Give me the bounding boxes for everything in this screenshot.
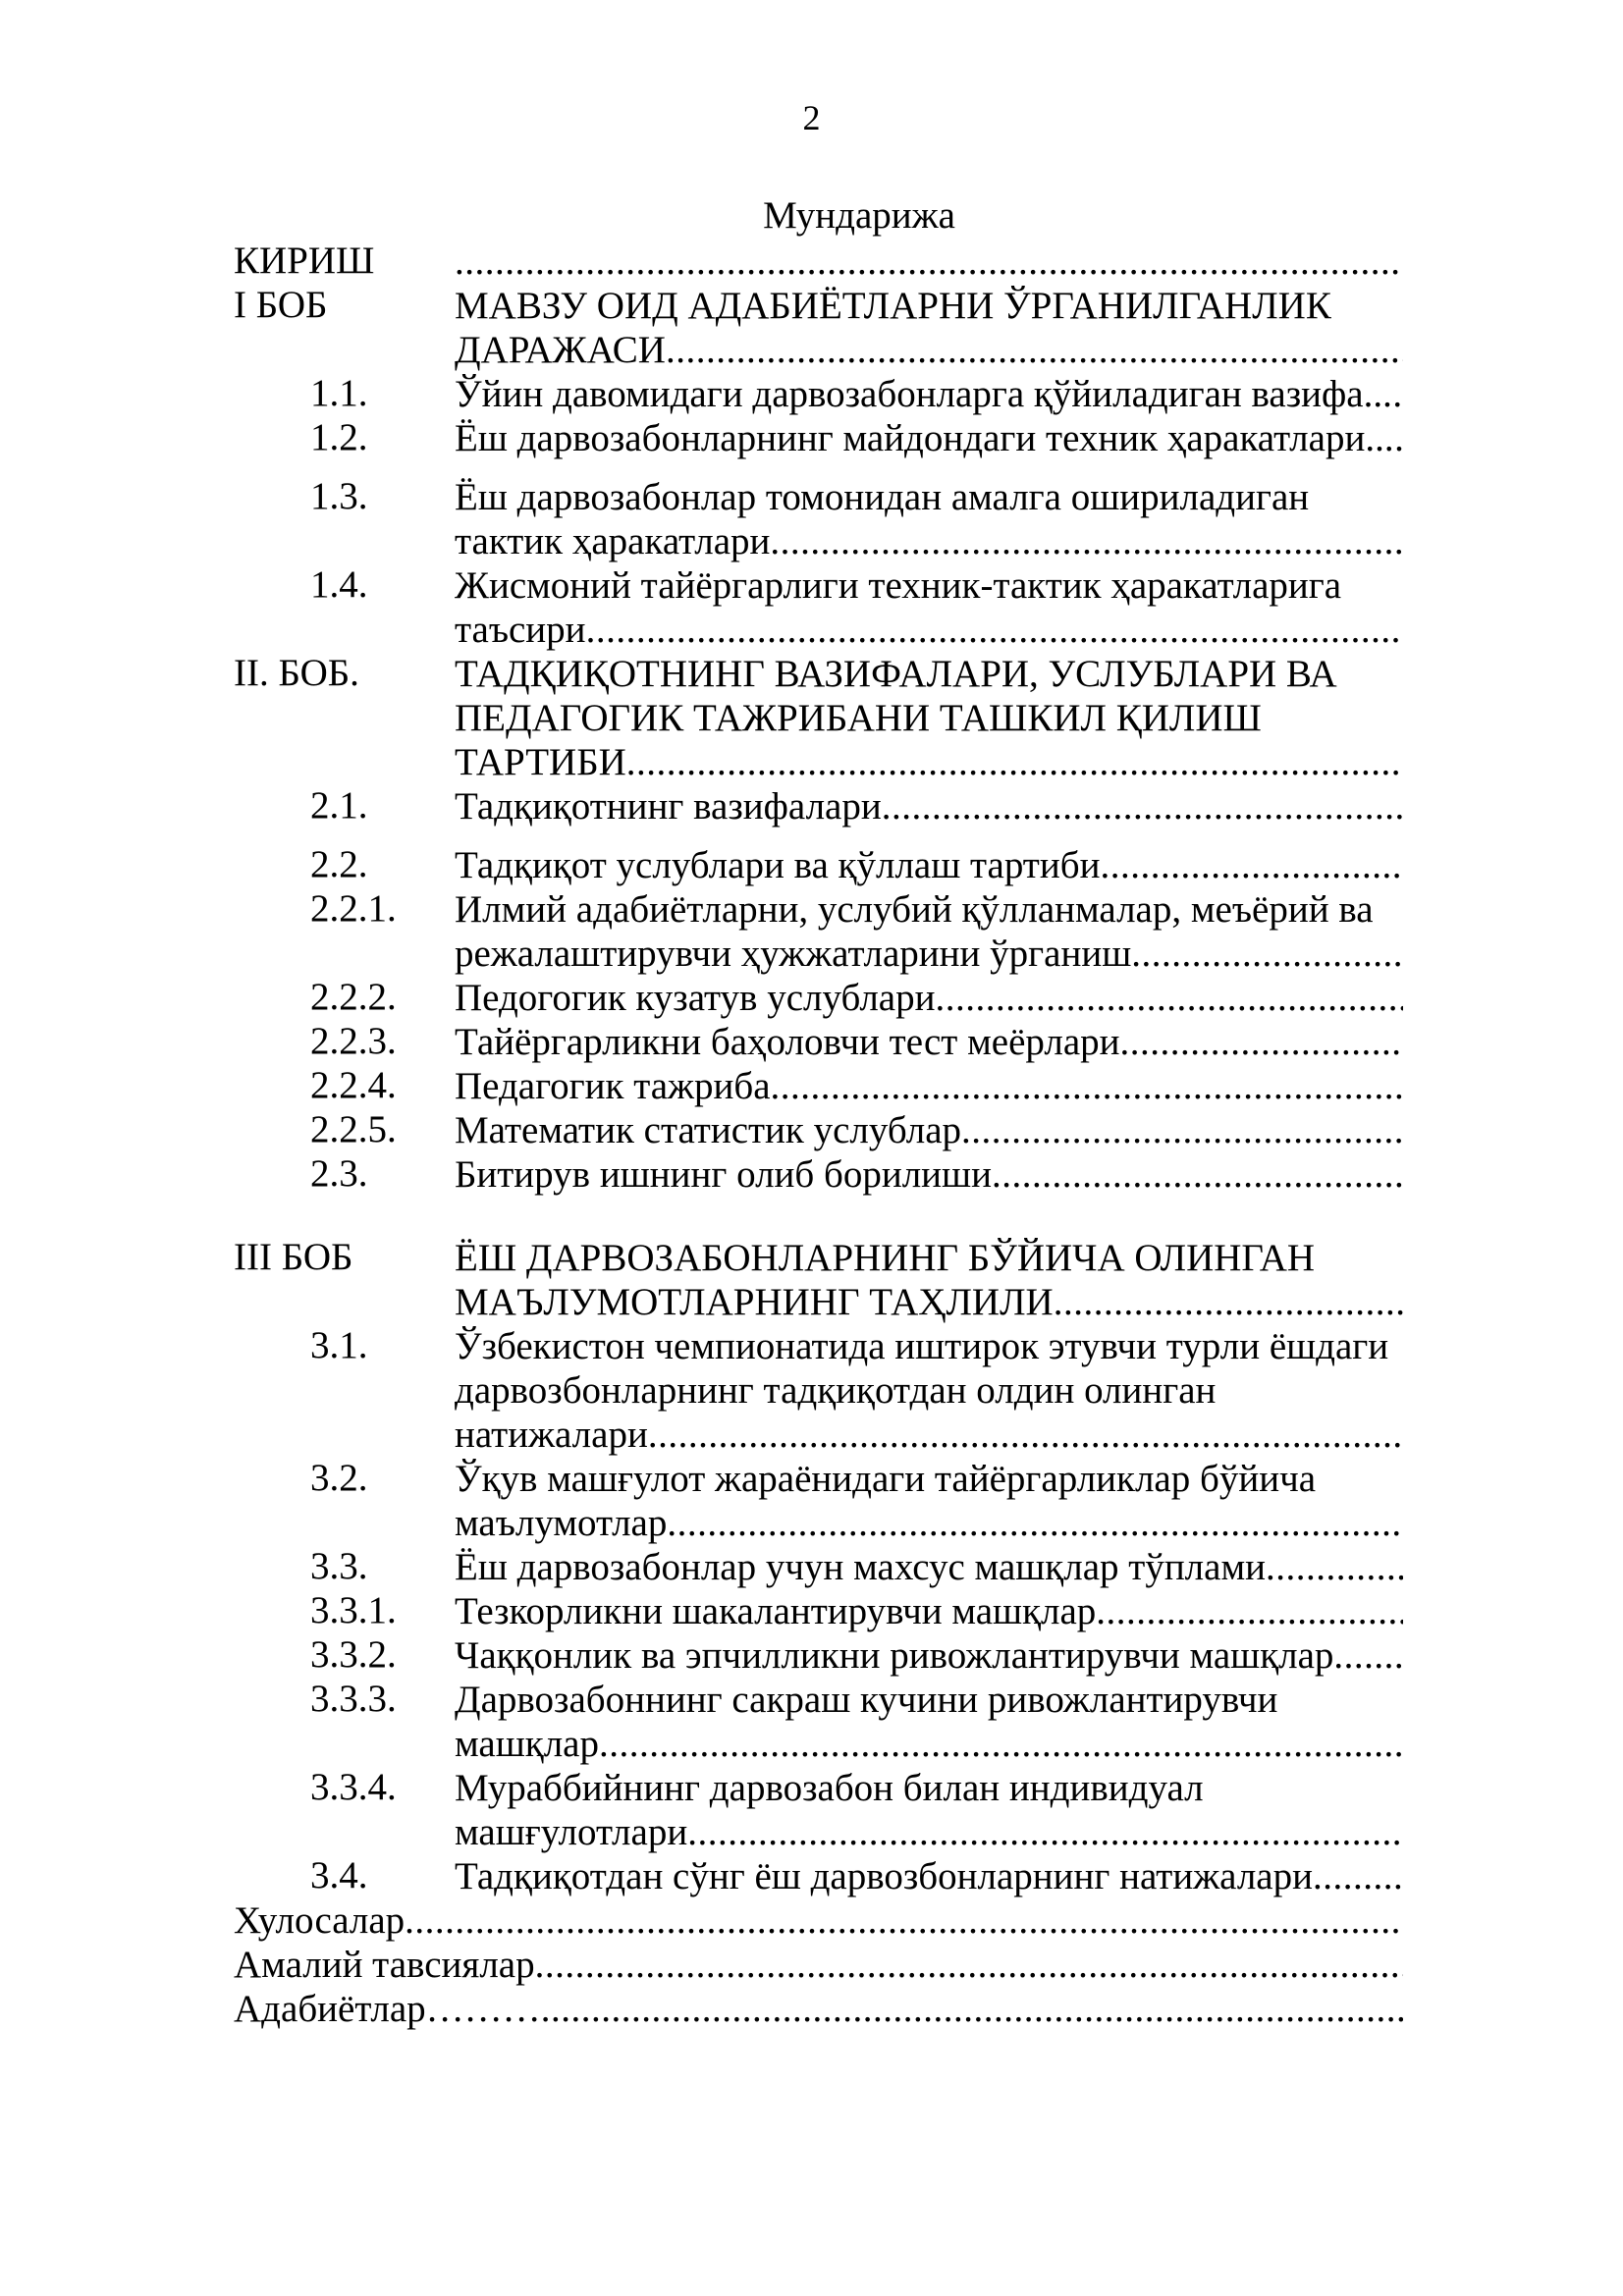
dot-leader (1333, 1633, 1403, 1678)
toc-entry-title (455, 843, 1403, 887)
toc-entry-number: II. БОБ. (234, 652, 359, 694)
toc-entry-number: 3.3.4. (310, 1766, 397, 1808)
toc-entry-number: 2.3. (310, 1152, 368, 1195)
dot-leader (666, 328, 1403, 372)
toc-entry-line (234, 1898, 1403, 1943)
toc-entry-line-text: ПЕДАГОГИК ТАЖРИБАНИ ТАШКИЛ ҚИЛИШ (455, 697, 1262, 739)
toc-entry-line-text: Ёш дарвозабонларнинг майдондаги техник ҳаракатлари.. (455, 417, 1384, 459)
toc-entry-line (455, 784, 1403, 828)
toc-entry-title (455, 652, 1403, 784)
toc-entry-line (455, 1545, 1403, 1589)
page-number: 2 (802, 98, 821, 137)
dot-leader (648, 1413, 1403, 1457)
toc-entry-line (455, 416, 1403, 460)
dot-leader (541, 1987, 1403, 2031)
toc-entry-line-text: тактик ҳаракатлари (455, 520, 771, 562)
toc-entry-line-text: МАВЗУ ОИД АДАБИЁТЛАРНИ ЎРГАНИЛГАНЛИК (455, 285, 1331, 327)
toc-entry-line-text: Ўйин давомидаги дарвозабонларга қўйиладиган вазифа.. (455, 373, 1383, 415)
toc-entry-number: 3.3. (310, 1545, 368, 1587)
toc-entry-line (455, 1810, 1403, 1854)
toc-entry-line-text: Педагогик тажриба (455, 1065, 771, 1107)
dot-leader (961, 1108, 1403, 1152)
toc-entry-number: 3.3.2. (310, 1633, 397, 1676)
toc-entry-line-text: Тайёргарликни баҳоловчи тест меёрлари (455, 1021, 1120, 1063)
toc-entry-number: 2.2.1. (310, 887, 397, 930)
dot-leader (535, 1943, 1403, 1987)
toc-entry-line (455, 1854, 1403, 1898)
toc-entry-line-text: ДАРАЖАСИ (455, 329, 666, 371)
toc-entry-title (455, 887, 1403, 976)
toc-entry-line-text: Педогогик кузатув услублари (455, 977, 936, 1019)
toc-entry-title (455, 1766, 1403, 1854)
toc-entry-number: 3.2. (310, 1457, 368, 1499)
toc-entry-line-text: маълумотлар (455, 1502, 668, 1544)
toc-entry-line-text: Чаққонлик ва эпчилликни ривожлантирувчи машқлар (455, 1634, 1334, 1677)
toc-entry-number: 2.2. (310, 843, 368, 885)
toc-entry-title (455, 784, 1403, 828)
toc-entry-title (234, 1987, 1403, 2031)
toc-entry-number: 1.3. (310, 475, 368, 517)
toc-entry-line (455, 1501, 1403, 1545)
toc-entry-number: III БОБ (234, 1236, 353, 1278)
dot-leader (1266, 1545, 1403, 1589)
toc-entry-number: 3.3.1. (310, 1589, 397, 1631)
toc-entry-line (234, 1943, 1403, 1987)
dot-leader (599, 1722, 1403, 1766)
toc-entry-number: 2.2.3. (310, 1020, 397, 1062)
dot-leader (1100, 843, 1403, 887)
toc-entry-line-text: Илмий адабиётларни, услубий қўлланмалар, меъёрий ва (455, 888, 1374, 931)
toc-title: Мундарижа (763, 194, 955, 237)
toc-entry-title (455, 475, 1403, 563)
dot-leader (405, 1898, 1403, 1943)
toc-entry-line-text: Тадқиқотдан сўнг ёш дарвозбонларнинг натижалари (455, 1855, 1313, 1897)
toc-entry-title (455, 1152, 1403, 1197)
toc-entry-line-text: Математик статистик услублар (455, 1109, 962, 1151)
toc-entry-line (455, 608, 1403, 652)
toc-entry-line-text: дарвозбонларнинг тадқиқотдан олдин олинган (455, 1369, 1217, 1412)
dot-leader (455, 240, 1403, 284)
toc-entry-number: 3.3.3. (310, 1678, 397, 1720)
dot-leader (586, 608, 1403, 652)
toc-entry-line-text: натижалари (455, 1414, 648, 1456)
toc-entry-title (455, 1633, 1403, 1678)
toc-entry-line (455, 240, 1403, 284)
toc-entry-line-text: Ўқув машғулот жараёнидаги тайёргарликлар бўйича (455, 1458, 1317, 1500)
toc-entry-title (455, 1589, 1403, 1633)
toc-entry-line (234, 1987, 1403, 2031)
toc-entry-line-text: ЁШ ДАРВОЗАБОНЛАРНИНГ БЎЙИЧА ОЛИНГАН (455, 1237, 1316, 1279)
dot-leader (1131, 932, 1403, 976)
toc-entry-line-text: Тезкорликни шакалантирувчи машқлар (455, 1590, 1097, 1632)
dot-leader (771, 1064, 1403, 1108)
toc-entry-line-text: МАЪЛУМОТЛАРНИНГ ТАҲЛИЛИ (455, 1281, 1054, 1323)
toc-entry-line (455, 1280, 1403, 1324)
toc-entry-title (455, 1854, 1403, 1898)
toc-entry-line (455, 843, 1403, 887)
toc-entry-title (455, 1678, 1403, 1766)
toc-entry-title (455, 372, 1403, 416)
toc-entry-line-text: режалаштирувчи ҳужжатларини ўрганиш (455, 933, 1132, 975)
toc-entry-number: 2.2.5. (310, 1108, 397, 1150)
dot-leader (882, 784, 1403, 828)
toc-entry-line-text: ТАРТИБИ (455, 741, 626, 783)
toc-entry-line-text: Дарвозабоннинг сакраш кучини ривожлантирувчи (455, 1679, 1278, 1721)
toc-entry-number: 1.4. (310, 563, 368, 606)
toc-entry-line (455, 976, 1403, 1020)
toc-entry-title (455, 1108, 1403, 1152)
toc-entry-title (455, 1545, 1403, 1589)
toc-entry-number: 1.2. (310, 416, 368, 458)
toc-entry-line (455, 1108, 1403, 1152)
dot-leader (1096, 1589, 1403, 1633)
toc-entry-number: 2.1. (310, 784, 368, 827)
dot-leader (1384, 416, 1403, 460)
toc-entry-line (455, 1020, 1403, 1064)
toc-entry-title (455, 1236, 1403, 1324)
toc-entry-line (455, 1722, 1403, 1766)
toc-entry-number: 2.2.2. (310, 976, 397, 1018)
toc-entry-line (455, 1633, 1403, 1678)
toc-entry-line (455, 328, 1403, 372)
toc-entry-title (455, 976, 1403, 1020)
toc-entry-line-text: ТАДҚИҚОТНИНГ ВАЗИФАЛАРИ, УСЛУБЛАРИ ВА (455, 653, 1337, 695)
dot-leader (1054, 1280, 1403, 1324)
toc-entry-line-text: Мураббийнинг дарвозабон билан индивидуал (455, 1767, 1204, 1809)
toc-entry-title (234, 1898, 1403, 1943)
dot-leader (1120, 1020, 1403, 1064)
toc-entry-line-text: Тадқиқотнинг вазифалари (455, 785, 882, 828)
toc-entry-title (455, 1020, 1403, 1064)
toc-entry-number: 2.2.4. (310, 1064, 397, 1106)
dot-leader (687, 1810, 1403, 1854)
toc-entry-line (455, 1064, 1403, 1108)
toc-entry-title (455, 1324, 1403, 1457)
toc-entry-line-text: Адабиётлар……… (234, 1988, 541, 2030)
toc-entry-title (455, 563, 1403, 652)
toc-entry-title (455, 1457, 1403, 1545)
toc-entry-number: КИРИШ (234, 240, 375, 282)
dot-leader (667, 1501, 1403, 1545)
toc-entry-line-text: Битирув ишнинг олиб борилиши (455, 1153, 992, 1196)
toc-entry-line (455, 932, 1403, 976)
toc-entry-line (455, 1152, 1403, 1197)
toc-entry-line-text: машғулотлари (455, 1811, 688, 1853)
toc-entry-number: I БОБ (234, 284, 328, 326)
dot-leader (1382, 372, 1403, 416)
dot-leader (1313, 1854, 1403, 1898)
toc-entry-line (455, 519, 1403, 563)
toc-entry-line-text: Амалий тавсиялар (234, 1944, 535, 1986)
toc-entry-title (234, 1943, 1403, 1987)
toc-entry-title (455, 1064, 1403, 1108)
toc-entry-title (455, 416, 1403, 460)
toc-entry-line (455, 1413, 1403, 1457)
toc-entry-line (455, 1589, 1403, 1633)
toc-entry-line-text: Ёш дарвозабонлар учун махсус машқлар тўплами (455, 1546, 1267, 1588)
toc-entry-number: 3.4. (310, 1854, 368, 1896)
toc-entry-number: 3.1. (310, 1324, 368, 1366)
toc-entry-line-text: Хулосалар (234, 1899, 406, 1942)
toc-entry-line-text: Ёш дарвозабонлар томонидан амалга ошириладиган (455, 476, 1310, 518)
toc-entry-line-text: машқлар (455, 1723, 599, 1765)
toc-entry-number: 1.1. (310, 372, 368, 414)
toc-entry-line (455, 740, 1403, 784)
toc-entry-line-text: Жисмоний тайёргарлиги техник-тактик ҳаракатларига (455, 564, 1342, 607)
toc-entry-line-text: таъсири (455, 609, 586, 651)
toc-entry-line-text: Ўзбекистон чемпионатида иштирок этувчи турли ёшдаги (455, 1325, 1389, 1367)
toc-entry-line (455, 372, 1403, 416)
dot-leader (626, 740, 1403, 784)
dot-leader (770, 519, 1403, 563)
dot-leader (992, 1152, 1403, 1197)
toc-entry-line-text: Тадқиқот услублари ва қўллаш тартиби (455, 844, 1101, 886)
toc-entry-title (455, 240, 1403, 284)
toc-entry-title (455, 284, 1403, 372)
dot-leader (935, 976, 1403, 1020)
